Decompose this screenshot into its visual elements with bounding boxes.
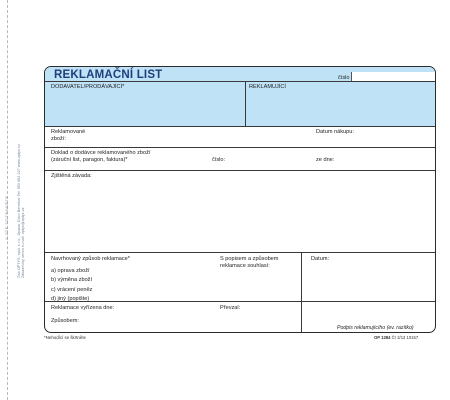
document-label-2: (záruční list, paragon, faktura)* [51,157,128,163]
tear-here-text: A ZDE ODTRHNĚTE [5,195,9,240]
agreement-label-2: reklamace souhlasí: [220,263,270,269]
defect-label: Zjištěná závada: [51,173,92,179]
goods-label-2: zboží: [51,136,66,142]
perforated-strip [0,0,28,400]
claimant-label: REKLAMUJÍCÍ [249,84,286,90]
supplier-label: DODAVATEL/PRODÁVAJÍCÍ* [51,84,125,90]
rule-parties [45,126,435,127]
option-refund[interactable]: c) vrácení peněz [51,286,93,293]
form-title: REKLAMAČNÍ LIST [54,69,163,81]
form-code [374,335,418,340]
signature-label: Podpis reklamujícího (ev. razítko) [337,325,414,331]
rule-goods [45,147,435,148]
footnote: *Nehodící se škrtněte [44,335,86,340]
rule-date-signature [301,301,436,302]
document-date-label: ze dne: [316,157,335,163]
resolution-method-label: Způsobem: [51,318,79,324]
printer-info-line-1: Tisk OPTYS, spol. s r.o., Opava, Dolní Benešov Tel: 553 652 227 www.optys.cz [17,144,21,278]
agreement-label-1: S popisem a způsobem [220,256,279,262]
number-field[interactable] [351,72,435,81]
reclamation-form [44,66,436,333]
goods-label-1: Reklamované [51,129,86,135]
method-options [51,267,92,305]
received-by-label: Převzal: [220,305,241,311]
option-other[interactable]: d) jiný (popište) [51,296,90,303]
document-label-1: Doklad o dodávce reklamovaného zboží [51,150,151,156]
printer-info-line-2: Zákaznický servis e-mail: optys@optys.cz [21,207,25,278]
document-number-label: číslo: [212,157,226,163]
rule-title [45,81,435,82]
option-repair[interactable]: a) oprava zboží [51,268,90,274]
divider-date [301,252,302,333]
date-label: Datum: [311,256,330,262]
option-exchange[interactable]: b) výměna zboží [51,277,93,284]
rule-document [45,170,435,171]
number-label: číslo [338,75,350,81]
purchase-date-label: Datum nákupu: [316,129,354,135]
form-code-rest: Čr 2/13 10157 [390,335,419,340]
divider-parties [245,81,246,126]
method-label: Navrhovaný způsob reklamace* [51,256,130,262]
resolved-date-label: Reklamace vyřízena dne: [51,305,115,311]
rule-defect [45,252,435,253]
form-code-bold: OP 1284 [374,335,391,340]
